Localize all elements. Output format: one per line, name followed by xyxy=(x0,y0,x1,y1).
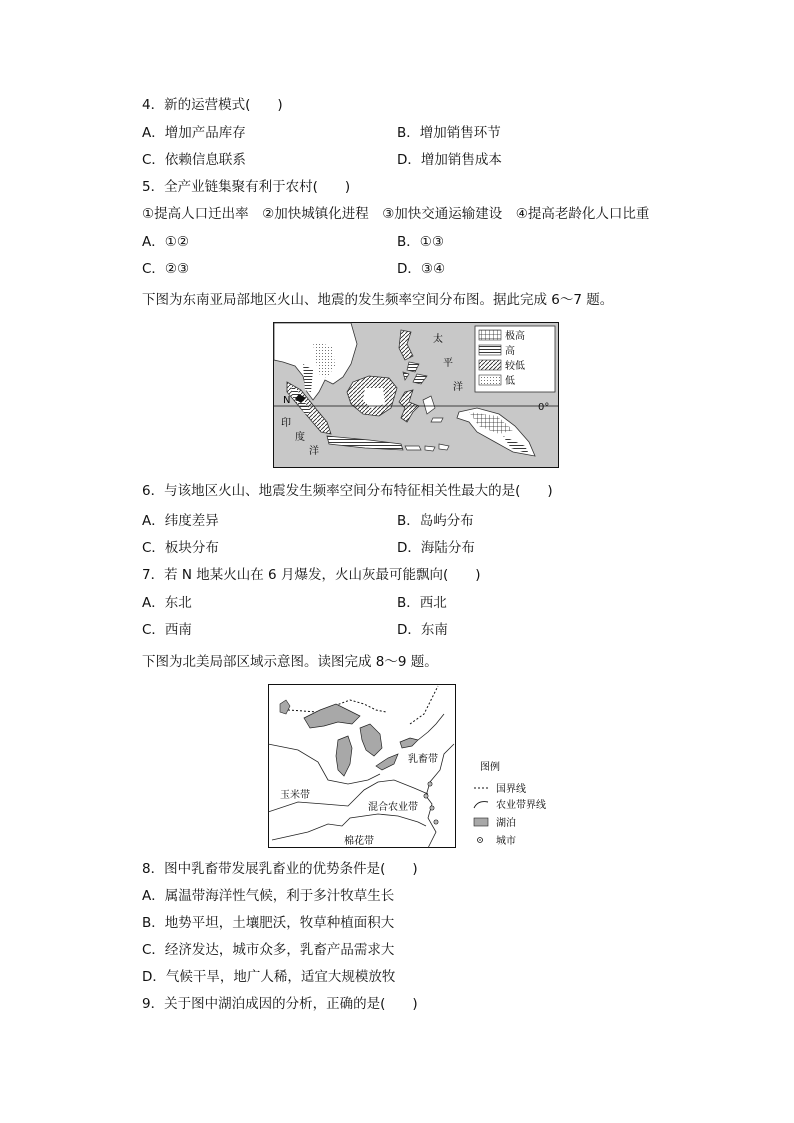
legend-swatch-grid xyxy=(479,330,501,340)
label-corn-belt: 玉米带 xyxy=(280,790,310,801)
legend-label-high: 高 xyxy=(505,346,515,357)
label-yin: 印 xyxy=(281,418,291,429)
north-america-map xyxy=(268,684,556,850)
q7-option-d: D．东南 xyxy=(397,622,448,638)
q8-option-a: A．属温带海洋性气候，利于多汁牧草生长 xyxy=(142,888,395,904)
q6-option-c: C．板块分布 xyxy=(142,540,219,556)
q4-option-d: D．增加销售成本 xyxy=(397,152,502,168)
question-9-stem: 9．关于图中湖泊成因的分析，正确的是( ) xyxy=(142,996,418,1012)
q8-option-c: C．经济发达，城市众多，乳畜产品需求大 xyxy=(142,942,395,958)
map1-legend xyxy=(475,326,555,392)
q5-option-d: D．③④ xyxy=(397,261,446,277)
label-n: N xyxy=(283,395,291,406)
legend-label-belt: 农业带界线 xyxy=(496,800,546,811)
q5-option-a: A．①② xyxy=(142,234,189,250)
q8-option-b: B．地势平坦，土壤肥沃，牧草种植面积大 xyxy=(142,915,395,931)
intro-8-9: 下图为北美局部区域示意图。读图完成 8～9 题。 xyxy=(142,654,438,670)
question-7-stem: 7．若 N 地某火山在 6 月爆发，火山灰最可能飘向( ) xyxy=(142,567,481,583)
q4-option-b: B．增加销售环节 xyxy=(397,125,501,141)
legend-swatch-diag xyxy=(479,360,501,370)
label-tai: 太 xyxy=(433,334,443,345)
legend-label-lake: 湖泊 xyxy=(496,818,516,829)
legend-label-lower: 较低 xyxy=(505,361,525,372)
map2-frame xyxy=(269,685,456,848)
question-6-stem: 6．与该地区火山、地震发生频率空间分布特征相关性最大的是( ) xyxy=(142,483,553,499)
legend-label-border: 国界线 xyxy=(496,784,526,795)
label-dairy-belt: 乳畜带 xyxy=(408,754,438,765)
label-yang: 洋 xyxy=(453,382,463,393)
legend-swatch-hstripe xyxy=(479,345,501,355)
q7-option-a: A．东北 xyxy=(142,595,192,611)
legend-label-very-high: 极高 xyxy=(505,331,525,342)
q4-option-c: C．依赖信息联系 xyxy=(142,152,246,168)
legend-symbol-belt xyxy=(474,802,488,808)
question-5-stem: 5．全产业链集聚有利于农村( ) xyxy=(142,179,351,195)
latitude-label: 0° xyxy=(538,402,550,413)
q7-option-c: C．西南 xyxy=(142,622,192,638)
q4-option-a: A．增加产品库存 xyxy=(142,125,246,141)
question-4-stem: 4．新的运营模式( ) xyxy=(142,97,283,113)
label-du: 度 xyxy=(295,432,305,443)
label-mixed-belt: 混合农业带 xyxy=(368,802,418,813)
legend-title: 图例 xyxy=(480,762,500,773)
q5-option-b: B．①③ xyxy=(397,234,444,250)
legend-label-low: 低 xyxy=(505,376,515,387)
legend-label-city: 城市 xyxy=(496,836,516,847)
legend-symbol-lake xyxy=(474,818,488,826)
q6-option-b: B．岛屿分布 xyxy=(397,513,474,529)
q5-items: ①提高人口迁出率 ②加快城镇化进程 ③加快交通运输建设 ④提高老龄化人口比重 xyxy=(142,206,650,222)
intro-6-7: 下图为东南亚局部地区火山、地震的发生频率空间分布图。据此完成 6～7 题。 xyxy=(142,292,614,308)
q7-option-b: B．西北 xyxy=(397,595,447,611)
legend-swatch-dots xyxy=(479,375,501,385)
question-8-stem: 8．图中乳畜带发展乳畜业的优势条件是( ) xyxy=(142,861,418,877)
map2-legend xyxy=(474,760,546,847)
q6-option-a: A．纬度差异 xyxy=(142,513,219,529)
label-cotton-belt: 棉花带 xyxy=(344,836,374,847)
label-yang2: 洋 xyxy=(309,446,319,457)
southeast-asia-map xyxy=(273,322,559,468)
q5-option-c: C．②③ xyxy=(142,261,190,277)
q8-option-d: D．气候干旱，地广人稀，适宜大规模放牧 xyxy=(142,969,396,985)
label-ping: 平 xyxy=(443,358,453,369)
q6-option-d: D．海陆分布 xyxy=(397,540,475,556)
